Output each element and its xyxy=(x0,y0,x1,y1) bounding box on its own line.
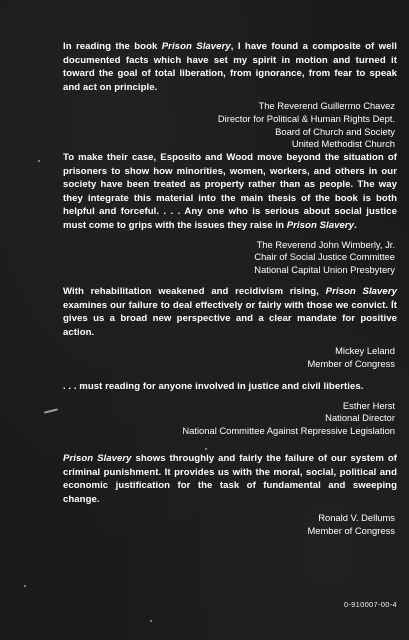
testimonial-attribution xyxy=(63,239,397,277)
testimonial-attribution xyxy=(63,400,397,438)
attribution-organization: National Capital Union Presbytery xyxy=(254,263,395,275)
print-speck xyxy=(24,585,26,587)
testimonial-quote: . . . must reading for anyone involved in justice and civil liberties. xyxy=(63,381,364,392)
attribution-title: Director for Political & Human Rights Dept. xyxy=(217,112,395,124)
print-speck xyxy=(44,408,58,413)
testimonial-attribution xyxy=(63,100,397,150)
attribution-name: The Reverend John Wimberly, Jr. xyxy=(256,238,395,250)
testimonial-leland xyxy=(63,285,397,371)
testimonial-quote: To make their case, Esposito and Wood move beyond the situation of prisoners to show how minorities, women, workers, and others in our society have been treated as property rather than as people. The way they integrate this material into the main thesis of the book is both helpful and forceful. . . . Any one who is serious about social justice must come to grips with the issues they raise in Prison Slavery. xyxy=(63,152,397,231)
attribution-title: Member of Congress xyxy=(307,524,395,536)
attribution-title: Chair of Social Justice Committee xyxy=(254,251,395,263)
attribution-title: Member of Congress xyxy=(307,357,395,369)
testimonial-chavez xyxy=(63,40,397,151)
book-title: Prison Slavery xyxy=(325,286,397,297)
testimonial-dellums xyxy=(63,452,397,538)
testimonial-herst xyxy=(63,380,397,437)
attribution-organization: Board of Church and Society xyxy=(275,125,395,137)
isbn-number: 0-910007-00-4 xyxy=(343,600,397,609)
testimonial-quote: Prison Slavery shows throughly and fairly the failure of our system of criminal punishment. It provides us with the moral, social, political and economic justification for the task of fundamental and sweeping change. xyxy=(63,453,397,505)
print-speck xyxy=(38,160,40,162)
testimonial-wimberly xyxy=(63,151,397,276)
book-title: Prison Slavery xyxy=(63,453,132,464)
attribution-name: Mickey Leland xyxy=(335,345,395,357)
attribution-title: National Director xyxy=(325,412,395,424)
book-title: Prison Slavery xyxy=(286,219,355,231)
testimonial-quote: With rehabilitation weakened and recidivism rising, Prison Slavery examines our failure to deal effectively or fairly with those we convict. It gives us a broad new perspective and a clear mandate for positive action. xyxy=(63,286,397,338)
testimonial-quote: In reading the book Prison Slavery, I have found a composite of well documented facts which have set my spirit in motion and turned it toward the goal of total liberation, from ignorance, from fear to speak and act on principle. xyxy=(63,41,397,93)
attribution-organization: United Methodist Church xyxy=(291,138,395,150)
attribution-name: Ronald V. Dellums xyxy=(318,512,395,524)
print-speck xyxy=(150,620,152,622)
attribution-organization: National Committee Against Repressive Legislation xyxy=(182,424,395,436)
testimonial-attribution xyxy=(63,345,397,370)
attribution-name: Esther Herst xyxy=(342,399,395,411)
testimonial-attribution xyxy=(63,512,397,537)
book-title: Prison Slavery xyxy=(161,41,231,52)
attribution-name: The Reverend Guillermo Chavez xyxy=(258,100,395,112)
print-speck xyxy=(205,448,207,450)
